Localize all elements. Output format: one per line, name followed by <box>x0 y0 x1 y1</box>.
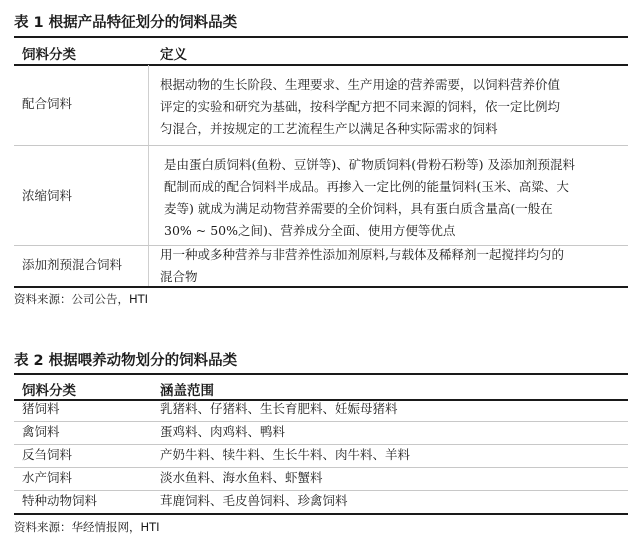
table2-row2-category: 禽饲料 <box>22 424 60 439</box>
table1-row1-category: 配合饲料 <box>22 96 73 111</box>
table2-bottom-rule <box>14 513 628 515</box>
table1-row2-category: 浓缩饲料 <box>22 188 73 203</box>
table1-row2-definition-line1: 是由蛋白质饲料(鱼粉、豆饼等)、矿物质饲料(骨粉石粉等) 及添加剂预混料 <box>164 157 575 172</box>
table2-row2-scope: 蛋鸡料、肉鸡料、鸭料 <box>160 424 286 439</box>
table1-row-divider <box>14 145 628 146</box>
table1-header-category: 饲料分类 <box>22 47 76 63</box>
table1-top-rule <box>14 36 628 38</box>
table1-caption: 表 1 根据产品特征划分的饲料品类 <box>14 15 238 31</box>
table1-row2-definition-line2: 配制而成的配合饲料半成品。再掺入一定比例的能量饲料(玉米、高粱、大 <box>164 179 569 194</box>
table1-row2-definition-line3: 麦等) 就成为满足动物营养需要的全价饲料，具有蛋白质含量高(一般在 <box>164 201 553 216</box>
table1-row1-definition-line2: 评定的实验和研究为基础，按科学配方把不同来源的饲料，依一定比例均 <box>160 99 561 114</box>
table2-row1-category: 猪饲料 <box>22 401 60 416</box>
table2-header-scope: 涵盖范围 <box>160 383 214 399</box>
table2-row3-category: 反刍饲料 <box>22 447 73 462</box>
table2-header-category: 饲料分类 <box>22 383 76 399</box>
table2-row-divider <box>14 421 628 422</box>
table2-row1-scope: 乳猪料、仔猪料、生长育肥料、妊娠母猪料 <box>160 401 398 416</box>
table1-row3-category: 添加剂预混合饲料 <box>22 257 123 272</box>
table2-caption: 表 2 根据喂养动物划分的饲料品类 <box>14 353 238 369</box>
table2-row4-category: 水产饲料 <box>22 470 73 485</box>
table1-source: 资料来源：公司公告，HTI <box>14 292 149 306</box>
table1-header-rule <box>14 64 628 66</box>
table1-column-divider <box>148 65 149 286</box>
table2-row3-scope: 产奶牛料、犊牛料、生长牛料、肉牛料、羊料 <box>160 447 411 462</box>
table1-row1-definition-line3: 匀混合，并按规定的工艺流程生产以满足各种实际需求的饲料 <box>160 121 498 136</box>
table2-top-rule <box>14 373 628 375</box>
table1-row3-definition-line2: 混合物 <box>160 269 198 284</box>
table2-row4-scope: 淡水鱼料、海水鱼料、虾蟹料 <box>160 470 323 485</box>
table1-row3-definition-line1: 用一种或多种营养与非营养性添加剂原料,与载体及稀释剂一起搅拌均匀的 <box>160 247 564 262</box>
table1-row2-definition-line4: 30% ~ 50%之间)、营养成分全面、使用方便等优点 <box>164 223 456 238</box>
table2-row5-category: 特种动物饲料 <box>22 493 98 508</box>
table1-row1-definition-line1: 根据动物的生长阶段、生理要求、生产用途的营养需要，以饲料营养价值 <box>160 77 561 92</box>
table2-source: 资料来源：华经情报网，HTI <box>14 520 160 534</box>
table1-header-definition: 定义 <box>160 47 187 63</box>
table1-bottom-rule <box>14 286 628 288</box>
table2-row5-scope: 茸鹿饲料、毛皮兽饲料、珍禽饲料 <box>160 493 348 508</box>
